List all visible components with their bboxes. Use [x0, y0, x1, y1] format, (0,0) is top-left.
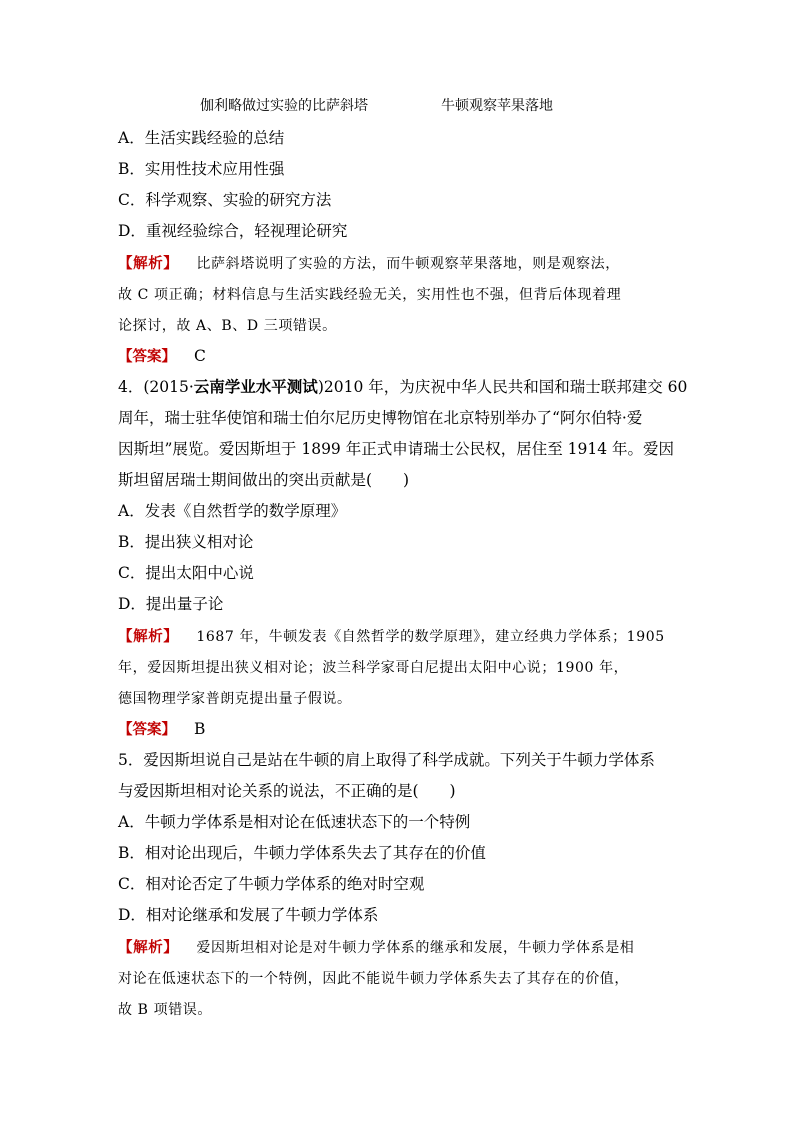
q4-analysis-line-2: 年，爱因斯坦提出狭义相对论；波兰科学家哥白尼提出太阳中心说；1900 年， [118, 660, 629, 676]
q4-answer-value: B [194, 720, 206, 738]
q5-stem-line-1: 5．爱因斯坦说自己是站在牛顿的肩上取得了科学成就。下列关于牛顿力学体系 [118, 751, 655, 769]
q3-option-c: C．科学观察、实验的研究方法 [118, 191, 332, 209]
q4-source-prefix: (2015· [143, 378, 194, 396]
q4-option-d: D．提出量子论 [118, 595, 224, 613]
q3-analysis-tag: 【解析】 [118, 256, 179, 272]
q5-analysis-tag: 【解析】 [118, 940, 179, 956]
figure-caption-newton-apple: 牛顿观察苹果落地 [441, 98, 553, 114]
q4-analysis-tag: 【解析】 [118, 629, 179, 645]
q3-analysis-text-1: 比萨斜塔说明了实验的方法，而牛顿观察苹果落地，则是观察法， [196, 256, 620, 272]
q5-stem-line-2: 与爱因斯坦相对论关系的说法，不正确的是( ) [118, 782, 456, 800]
figure-caption-pisa-tower: 伽利略做过实验的比萨斜塔 [200, 98, 368, 114]
q5-analysis-line-2: 对论在低速状态下的一个特例，因此不能说牛顿力学体系失去了其存在的价值， [118, 971, 629, 987]
q4-analysis-line-1 [118, 627, 665, 647]
q4-analysis-text-1: 1687 年，牛顿发表《自然哲学的数学原理》，建立经典力学体系；1905 [196, 629, 665, 645]
q5-option-b: B．相对论出现后，牛顿力学体系失去了其存在的价值 [118, 844, 486, 862]
q3-answer-tag: 【答案】 [118, 349, 176, 365]
q3-answer-value: C [194, 347, 206, 365]
q3-option-b: B．实用性技术应用性强 [118, 160, 285, 178]
q4-analysis-line-3: 德国物理学家普朗克提出量子假说。 [118, 691, 352, 707]
q4-option-c: C．提出太阳中心说 [118, 564, 254, 582]
q5-analysis-line-1 [118, 938, 634, 958]
q3-analysis-line-2: 故 C 项正确；材料信息与生活实践经验无关，实用性也不强，但背后体现着理 [118, 287, 622, 303]
q4-stem-line-4: 斯坦留居瑞士期间做出的突出贡献是( ) [118, 471, 410, 489]
q4-answer-tag: 【答案】 [118, 722, 176, 738]
q4-stem-line-2: 周年，瑞士驻华使馆和瑞士伯尔尼历史博物馆在北京特别举办了“阿尔伯特·爱 [118, 409, 643, 427]
q3-analysis-line-1 [118, 254, 620, 274]
q4-option-a: A．发表《自然哲学的数学原理》 [118, 502, 347, 520]
q4-stem-line-1 [118, 377, 687, 397]
q3-option-d: D．重视经验综合，轻视理论研究 [118, 222, 348, 240]
q5-analysis-line-3: 故 B 项错误。 [118, 1002, 212, 1018]
q3-answer-line [118, 346, 206, 367]
q4-number: 4． [118, 378, 144, 396]
q4-option-b: B．提出狭义相对论 [118, 533, 254, 551]
q4-stem-line-3: 因斯坦”展览。爱因斯坦于 1899 年正式申请瑞士公民权，居住至 1914 年。爱因 [118, 440, 675, 458]
q5-analysis-text-1: 爱因斯坦相对论是对牛顿力学体系的继承和发展，牛顿力学体系是相 [196, 940, 635, 956]
q4-answer-line [118, 719, 205, 740]
q3-option-a: A．生活实践经验的总结 [118, 129, 285, 147]
q4-source-name: 云南学业水平测试 [193, 377, 318, 396]
q4-source-suffix: )2010 年，为庆祝中华人民共和国和瑞士联邦建交 60 [317, 378, 688, 396]
q3-analysis-line-3: 论探讨，故 A、B、D 三项错误。 [118, 318, 337, 334]
q5-option-a: A．牛顿力学体系是相对论在低速状态下的一个特例 [118, 813, 471, 831]
q5-option-d: D．相对论继承和发展了牛顿力学体系 [118, 906, 379, 924]
q5-option-c: C．相对论否定了牛顿力学体系的绝对时空观 [118, 875, 425, 893]
